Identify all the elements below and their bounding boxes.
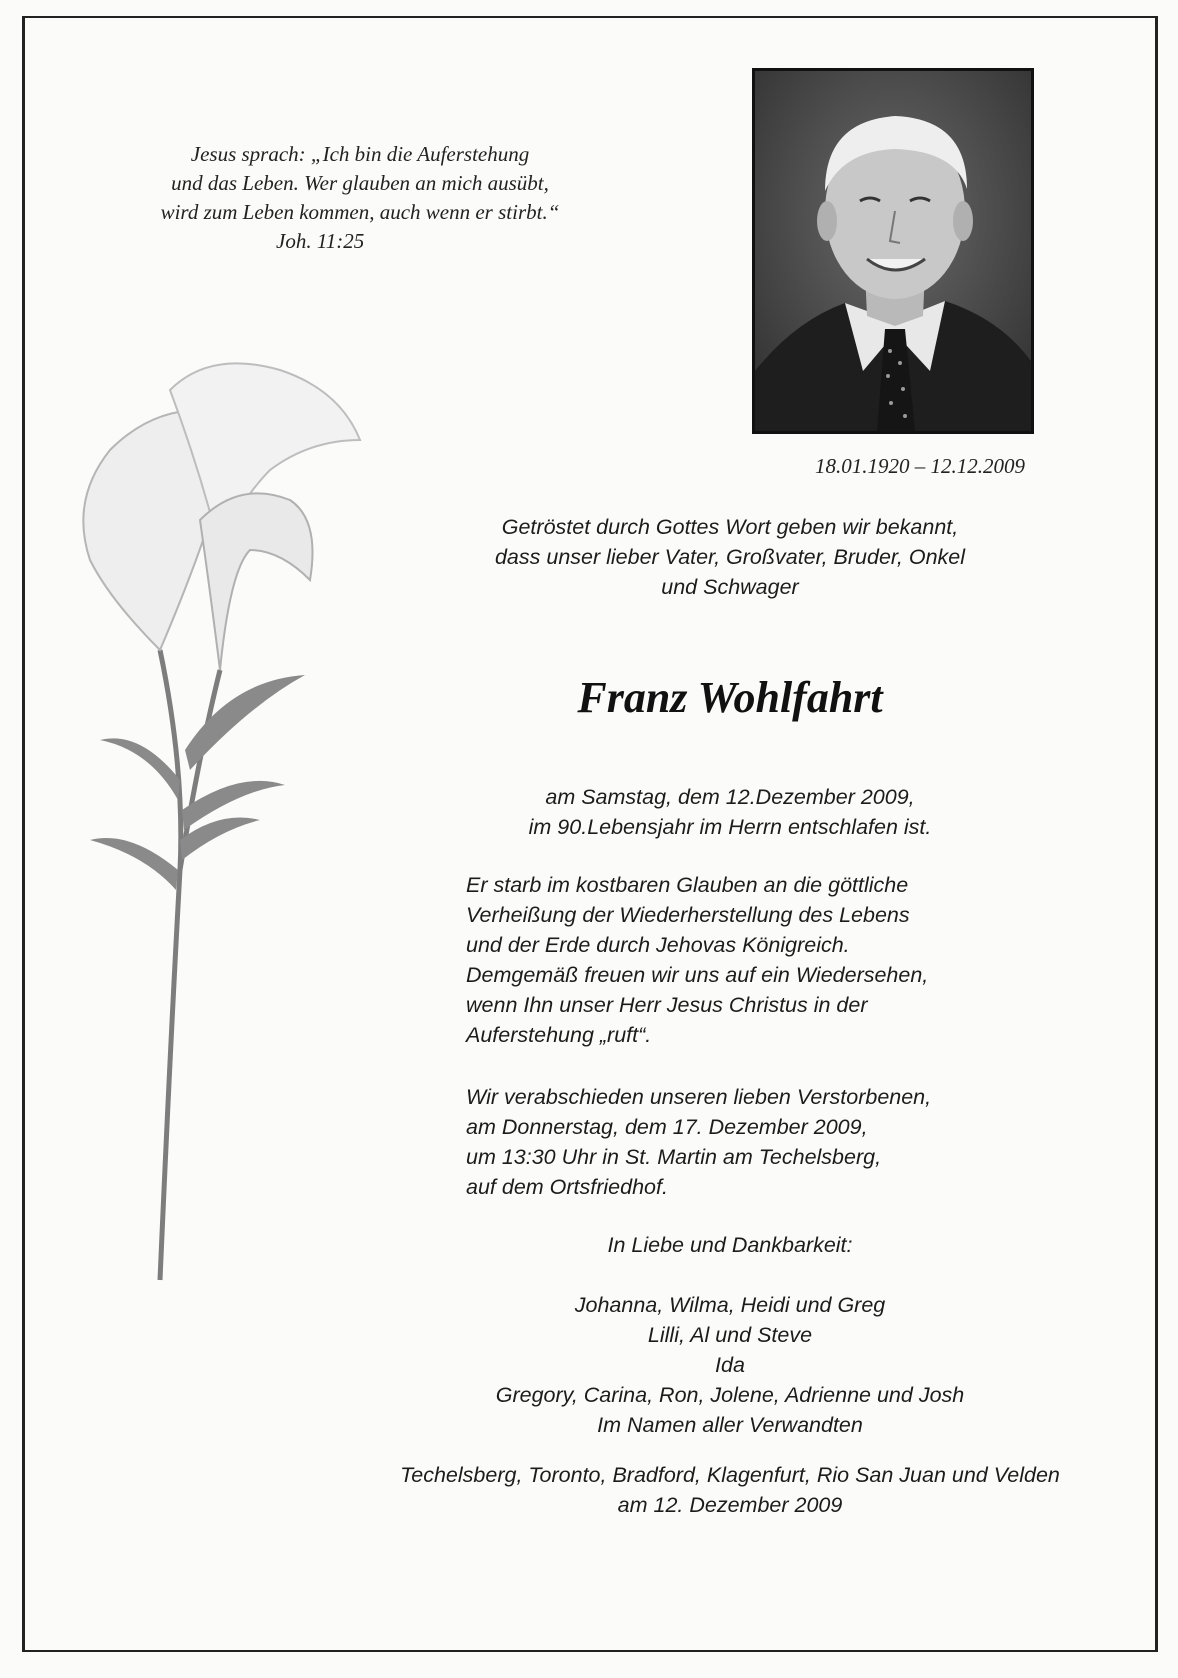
faith-line: Demgemäß freuen wir uns auf ein Wiedersehen,: [466, 963, 929, 987]
life-dates: 18.01.1920 – 12.12.2009: [815, 454, 1025, 478]
family-line: Gregory, Carina, Ron, Jolene, Adrienne und Josh: [495, 1383, 965, 1407]
portrait-photo: [752, 68, 1034, 434]
death-line: am Samstag, dem 12.Dezember 2009,: [545, 785, 915, 809]
verse-line: wird zum Leben kommen, auch wenn er stirbt.“: [160, 200, 560, 224]
closing-line: In Liebe und Dankbarkeit:: [607, 1233, 853, 1257]
service-line: auf dem Ortsfriedhof.: [466, 1175, 668, 1199]
faith-line: Er starb im kostbaren Glauben an die göttliche: [466, 873, 909, 897]
faith-line: und der Erde durch Jehovas Königreich.: [466, 933, 850, 957]
deceased-name: Franz Wohlfahrt: [577, 673, 883, 722]
intro-line: und Schwager: [661, 575, 799, 599]
family-names: [380, 1290, 1080, 1440]
verse-line: und das Leben. Wer glauben an mich ausübt,: [171, 171, 549, 195]
service-paragraph: [466, 1082, 1066, 1202]
intro-text: [380, 512, 1080, 602]
family-line: Lilli, Al und Steve: [647, 1323, 813, 1347]
intro-line: dass unser lieber Vater, Großvater, Bruder, Onkel: [494, 545, 966, 569]
service-line: am Donnerstag, dem 17. Dezember 2009,: [466, 1115, 868, 1139]
faith-line: Auferstehung „ruft“.: [466, 1023, 652, 1047]
date-line: am 12. Dezember 2009: [617, 1493, 843, 1517]
service-line: Wir verabschieden unseren lieben Verstorbenen,: [466, 1085, 932, 1109]
verse-reference: Joh. 11:25: [276, 229, 365, 253]
faith-line: wenn Ihn unser Herr Jesus Christus in der: [466, 993, 868, 1017]
family-line: Johanna, Wilma, Heidi und Greg: [574, 1293, 886, 1317]
family-line: Im Namen aller Verwandten: [597, 1413, 863, 1437]
death-notice: [380, 782, 1080, 842]
places-and-date: [270, 1460, 1178, 1520]
service-line: um 13:30 Uhr in St. Martin am Techelsberg,: [466, 1145, 882, 1169]
places-line: Techelsberg, Toronto, Bradford, Klagenfurt, Rio San Juan und Velden: [400, 1463, 1060, 1487]
intro-line: Getröstet durch Gottes Wort geben wir bekannt,: [501, 515, 959, 539]
faith-line: Verheißung der Wiederherstellung des Lebens: [466, 903, 910, 927]
verse-line: Jesus sprach: „Ich bin die Auferstehung: [190, 142, 530, 166]
lily-illustration: [50, 350, 430, 1350]
bible-verse: [100, 140, 620, 256]
death-line: im 90.Lebensjahr im Herrn entschlafen ist.: [528, 815, 932, 839]
faith-paragraph: [466, 870, 1066, 1050]
family-line: Ida: [715, 1353, 745, 1377]
